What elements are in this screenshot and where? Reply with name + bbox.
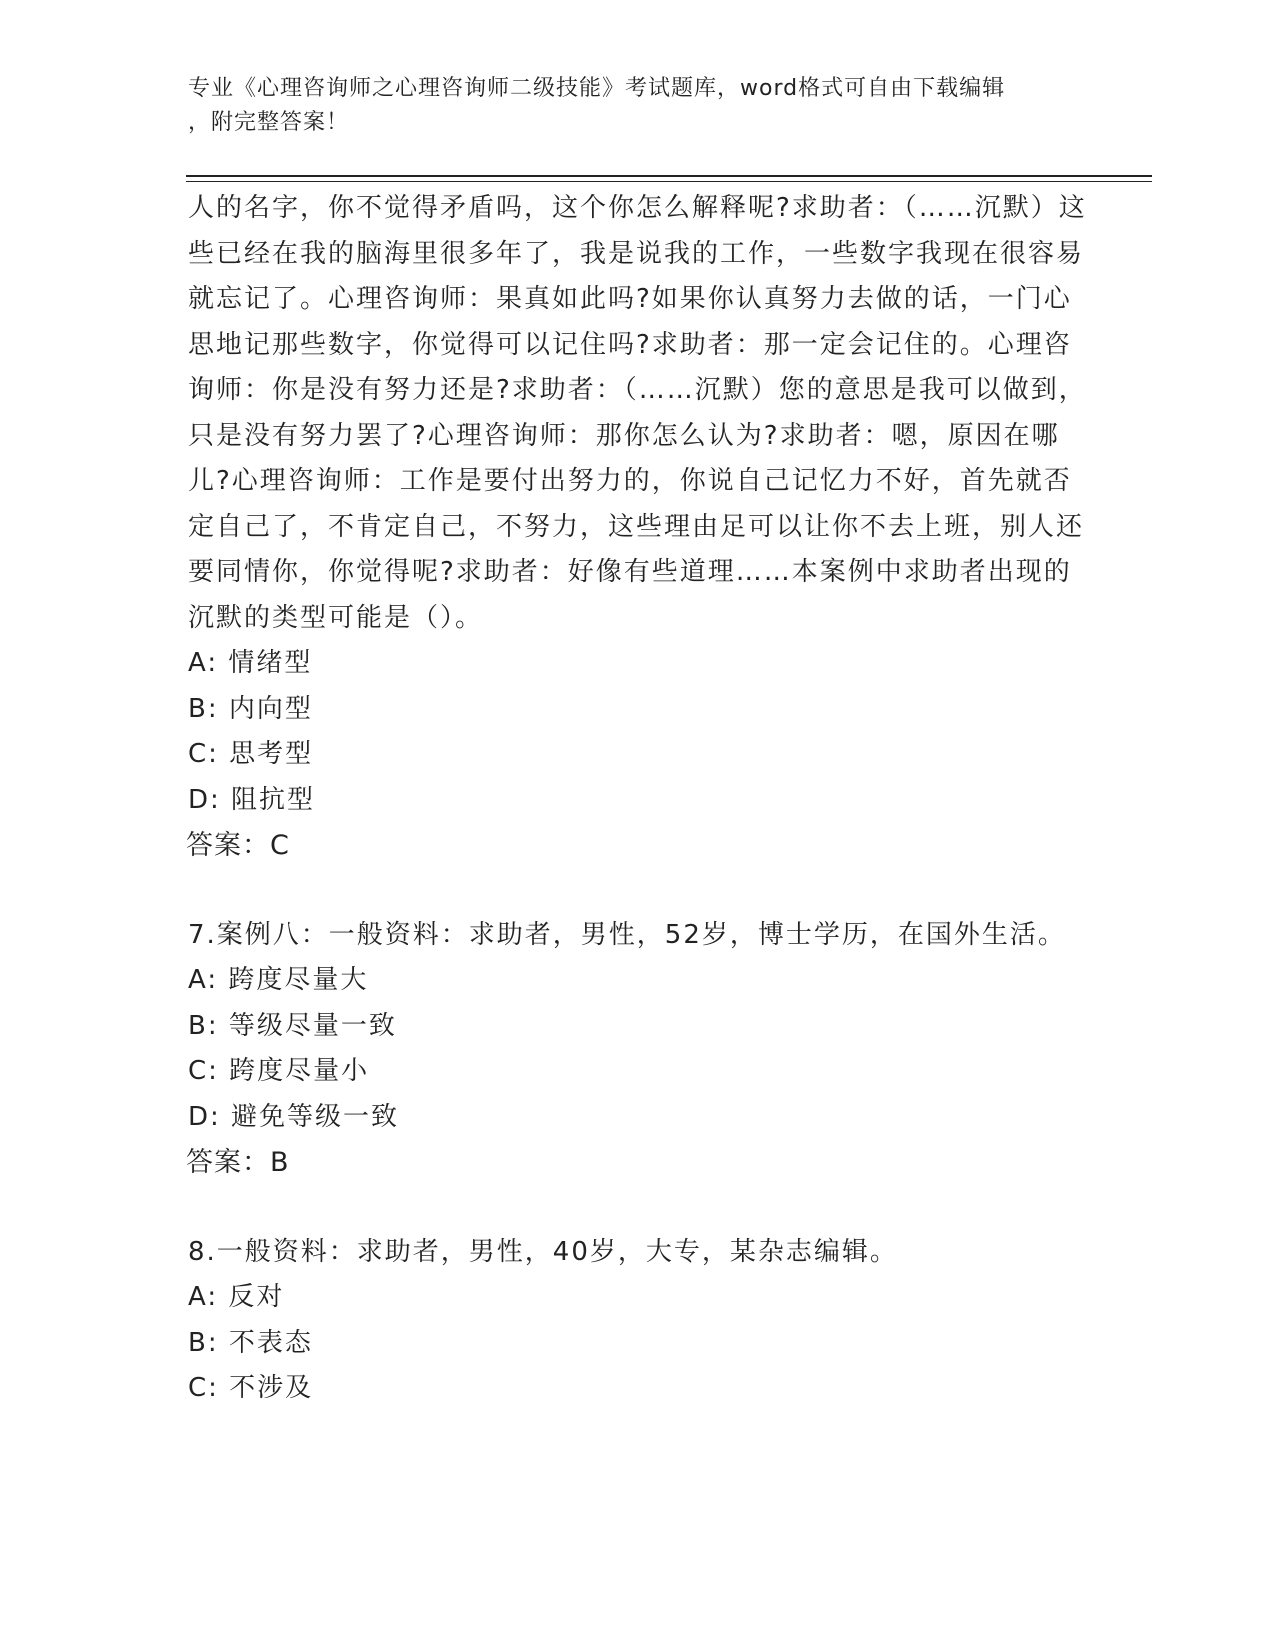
question-7-title: 7.案例八：一般资料：求助者，男性，52岁，博士学历，在国外生活。 [188, 919, 1066, 950]
question-6-option-c: C: 思考型 [188, 739, 314, 769]
spacer [188, 1186, 1088, 1230]
question-6-option-a: A: 情绪型 [188, 648, 313, 678]
header-divider-thick [186, 175, 1152, 177]
question-7-option-a: A: 跨度尽量大 [188, 965, 369, 995]
question-8-option-b: B: 不表态 [188, 1327, 313, 1358]
header-divider-thin [186, 181, 1152, 182]
header-line-2: ，附完整答案！ [188, 110, 350, 135]
question-6-option-b: B: 内向型 [188, 693, 313, 724]
document-body [188, 186, 1088, 1412]
question-7-answer: 答案：B [186, 1147, 290, 1178]
question-6-body: 人的名字，你不觉得矛盾吗，这个你怎么解释呢?求助者：（……沉默）这些已经在我的脑海里很多年了，我是说我的工作，一些数字我现在很容易就忘记了。心理咨询师：果真如此吗?如果你认真努力去做的话，一门心思地记那些数字，你觉得可以记住吗?求助者：那一定会记住的。心理咨询师：你是没有努力还是?求助者：（……沉默）您的意思是我可以做到，只是没有努力罢了?心理咨询师：那你怎么认为?求助者：嗯，原因在哪儿?心理咨询师：工作是要付出努力的，你说自己记忆力不好，首先就否定自己了，不肯定自己，不努力，这些理由足可以让你不去上班，别人还要同情你，你觉得呢?求助者：好像有些道理……本案例中求助者出现的沉默的类型可能是（）。 [188, 193, 1087, 633]
question-8-option-c: C: 不涉及 [188, 1373, 314, 1403]
question-6-option-d: D: 阻抗型 [188, 784, 316, 815]
question-8-title: 8.一般资料：求助者，男性，40岁，大专，某杂志编辑。 [188, 1236, 898, 1267]
document-header [188, 72, 1088, 140]
question-7-option-b: B: 等级尽量一致 [188, 1010, 397, 1041]
question-6-answer: 答案：C [186, 830, 290, 861]
question-8-option-a: A: 反对 [188, 1282, 285, 1312]
question-7-option-c: C: 跨度尽量小 [188, 1056, 370, 1086]
header-line-1: 专业《心理咨询师之心理咨询师二级技能》考试题库，word格式可自由下载编辑 [188, 76, 1006, 101]
question-7-option-d: D: 避免等级一致 [188, 1101, 400, 1132]
spacer [188, 869, 1088, 913]
